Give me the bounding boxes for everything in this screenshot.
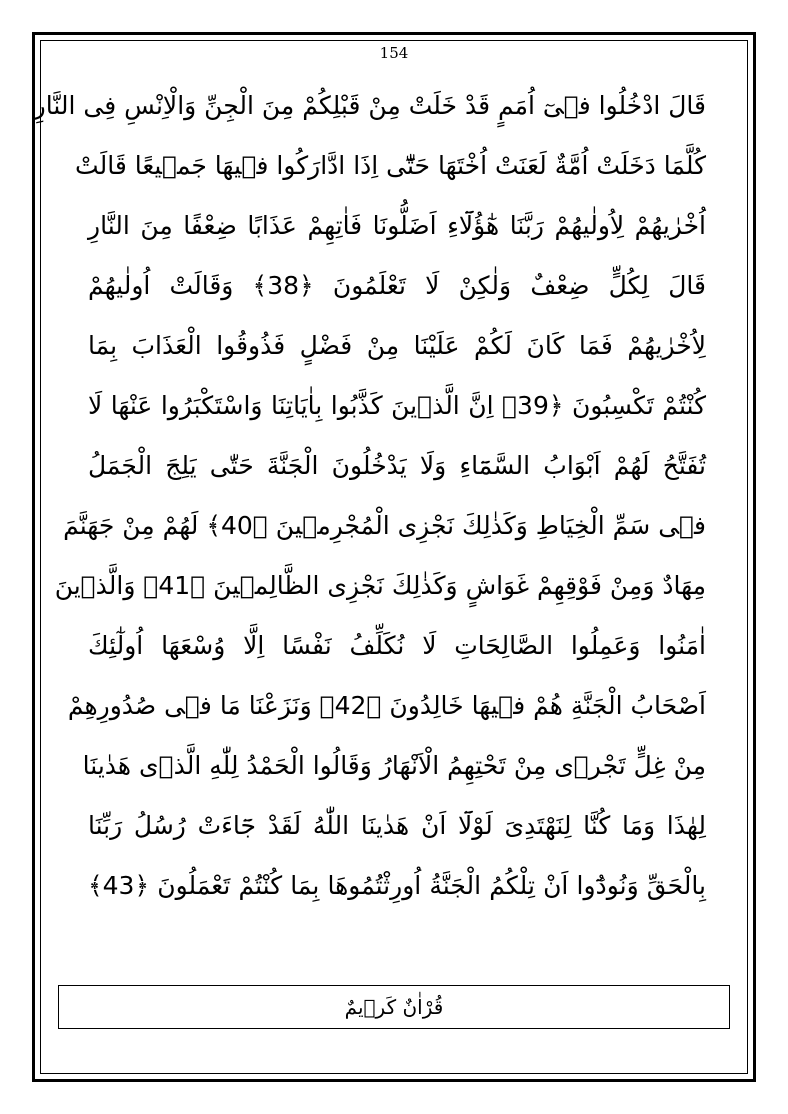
text-line: مِهَادٌ وَمِنْ فَوْقِهِمْ غَوَاشٍ وَكَذٰلِكَ نَجْزِى الظَّالِمٖينَ ﴿41﴾ وَالَّذٖينَ bbox=[54, 571, 706, 600]
quran-text-block bbox=[33, 76, 706, 916]
text-line: قَالَ لِكُلٍّ ضِعْفٌ وَلٰكِنْ لَا تَعْلَمُونَ ﴿38﴾ وَقَالَتْ اُولٰيهُمْ bbox=[88, 271, 706, 300]
footer-title: قُرْاٰنٌ كَرٖيمٌ bbox=[344, 995, 444, 1019]
text-line: اَصْحَابُ الْجَنَّةِ هُمْ فٖيهَا خَالِدُونَ ﴿42﴾ وَنَزَعْنَا مَا فٖى صُدُورِهِمْ bbox=[67, 691, 706, 720]
text-line: اُخْرٰيهُمْ لِاُولٰيهُمْ رَبَّنَا هٰٓؤُلَٓاءِ اَضَلُّونَا فَاٰتِهِمْ عَذَابًا ضِعْفًا مِنَ النَّارِ bbox=[88, 211, 706, 240]
text-line: بِالْحَقِّ وَنُودُٓوا اَنْ تِلْكُمُ الْجَنَّةُ اُورِثْتُمُوهَا بِمَا كُنْتُمْ تَعْمَلُونَ ﴿43﴾ bbox=[88, 871, 706, 900]
text-line: كُلَّمَا دَخَلَتْ اُمَّةٌ لَعَنَتْ اُخْتَهَا حَتّٰٓى اِذَا ادَّارَكُوا فٖيهَا جَمٖيعًا قَالَتْ bbox=[75, 151, 706, 180]
text-line: قَالَ ادْخُلُوا فٖىٓ اُمَمٍ قَدْ خَلَتْ مِنْ قَبْلِكُمْ مِنَ الْجِنِّ وَالْاِنْسِ فِى النَّارِ bbox=[33, 91, 706, 120]
text-line: مِنْ غِلٍّ تَجْرٖى مِنْ تَحْتِهِمُ الْاَنْهَارُ وَقَالُوا الْحَمْدُ لِلّٰهِ الَّذٖى هَدٰينَا bbox=[82, 751, 706, 780]
text-line: لِاُخْرٰيهُمْ فَمَا كَانَ لَكُمْ عَلَيْنَا مِنْ فَضْلٍ فَذُوقُوا الْعَذَابَ بِمَا bbox=[88, 331, 706, 360]
text-line: اٰمَنُوا وَعَمِلُوا الصَّالِحَاتِ لَا نُكَلِّفُ نَفْسًا اِلَّا وُسْعَهَا اُولٰٓئِكَ bbox=[88, 631, 706, 660]
text-line: كُنْتُمْ تَكْسِبُونَ ﴿39﴾ اِنَّ الَّذٖينَ كَذَّبُوا بِاٰيَاتِنَا وَاسْتَكْبَرُوا عَنْهَا لَا bbox=[88, 391, 706, 420]
footer-box bbox=[58, 985, 730, 1029]
text-line: فٖى سَمِّ الْخِيَاطِ وَكَذٰلِكَ نَجْزِى الْمُجْرِمٖينَ ﴿40﴾ لَهُمْ مِنْ جَهَنَّمَ bbox=[63, 511, 706, 540]
page-number: 154 bbox=[379, 44, 409, 62]
text-line: لِهٰذَا وَمَا كُنَّا لِنَهْتَدِىَ لَوْلَٓا اَنْ هَدٰينَا اللّٰهُ لَقَدْ جَٓاءَتْ رُسُلُ رَبِّنَا bbox=[88, 811, 706, 840]
text-line: تُفَتَّحُ لَهُمْ اَبْوَابُ السَّمَٓاءِ وَلَا يَدْخُلُونَ الْجَنَّةَ حَتّٰى يَلِجَ الْجَمَلُ bbox=[88, 451, 706, 480]
